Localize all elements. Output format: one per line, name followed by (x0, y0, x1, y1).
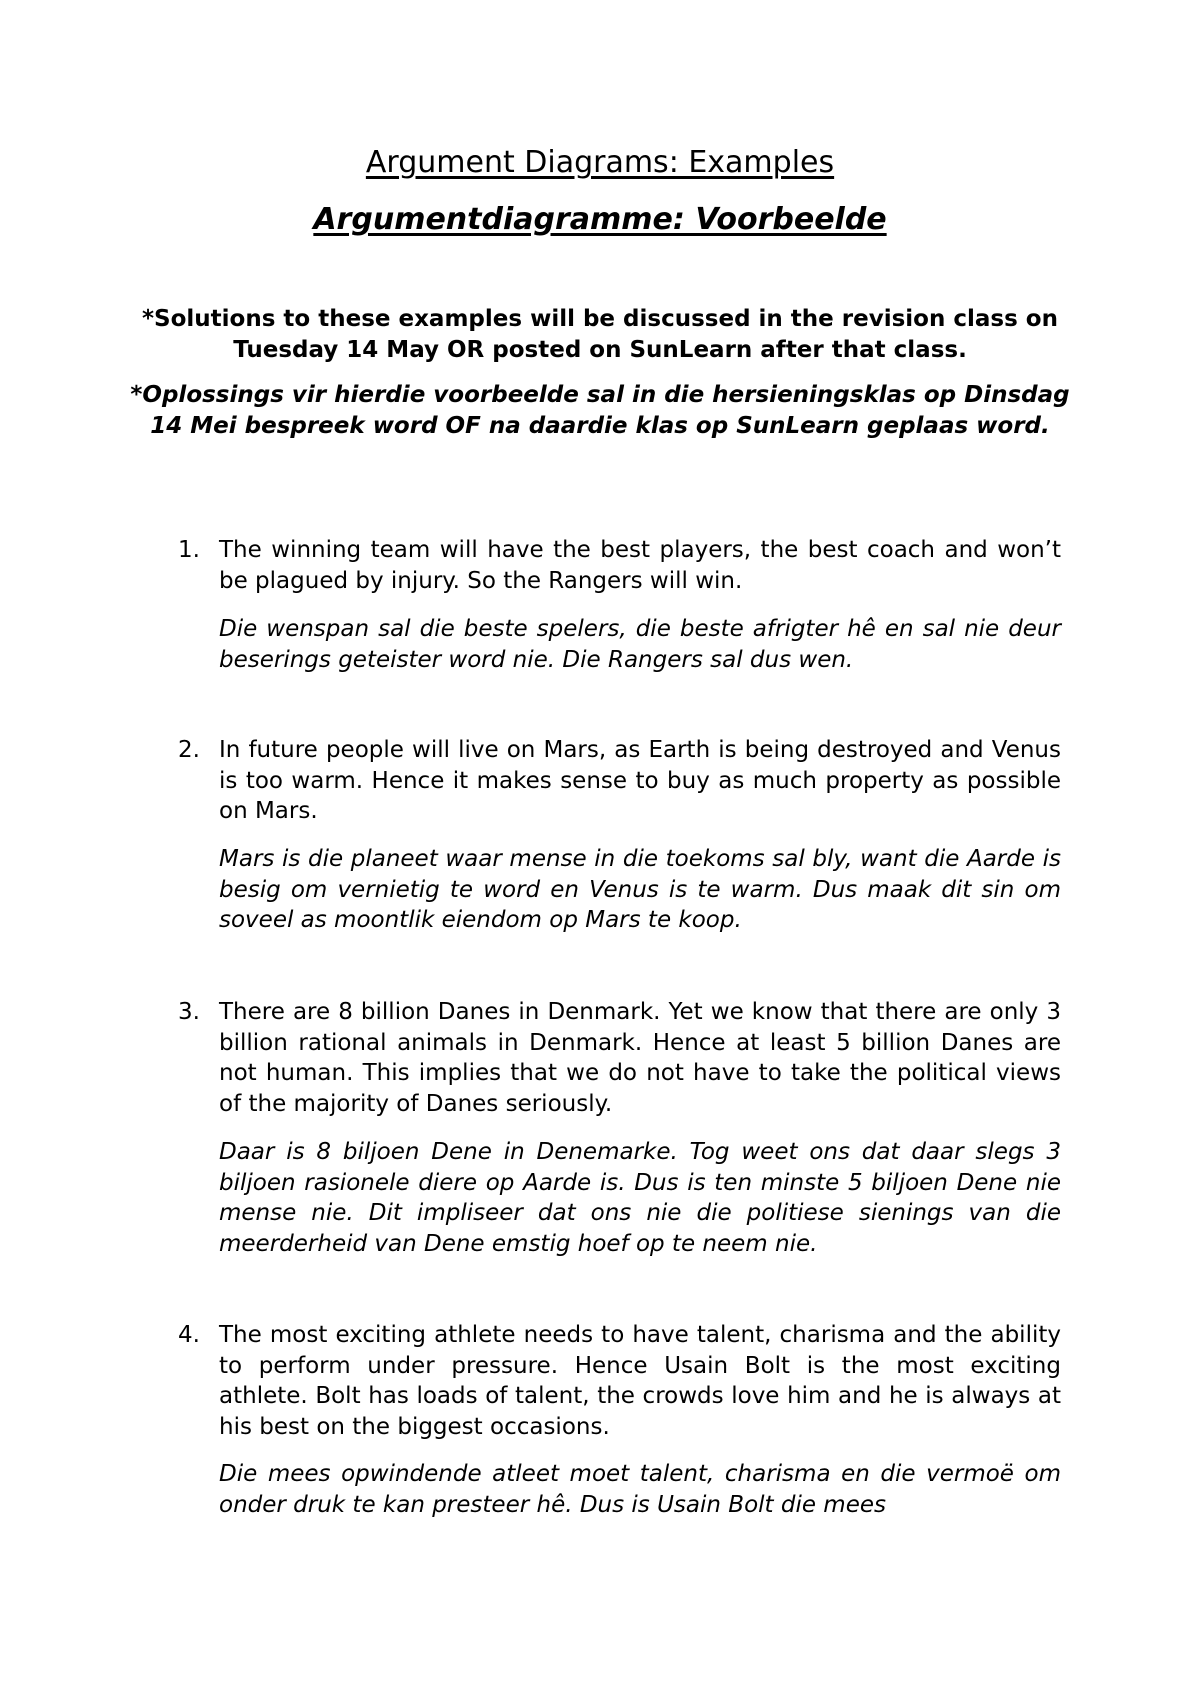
example-number: 1. (178, 537, 200, 563)
example-afrikaans: Mars is die planeet waar mense in die toekoms sal bly, want die Aarde is besig om vernietig te word en Venus is te warm. Dus maak dit sin om soveel as moontlik eiendom op Mars te koop. (219, 846, 1061, 933)
example-afrikaans: Die wenspan sal die beste spelers, die beste afrigter hê en sal nie deur beserings geteister word nie. Die Rangers sal dus wen. (219, 616, 1061, 673)
solutions-note: *Solutions to these examples will be discussed in the revision class on Tuesday 14 May OR posted on SunLearn after that class. (142, 306, 1058, 363)
example-english: The winning team will have the best players, the best coach and won’t be plagued by injury. So the Rangers will win. (219, 537, 1061, 594)
example-number: 2. (178, 737, 200, 763)
page-title: Argument Diagrams: Examples (365, 145, 835, 180)
solutions-note-afrikaans: *Oplossings vir hierdie voorbeelde sal in die hersieningsklas op Dinsdag 14 Mei bespreek word OF na daardie klas op SunLearn geplaas word. (130, 382, 1070, 439)
example-english: In future people will live on Mars, as Earth is being destroyed and Venus is too warm. Hence it makes sense to buy as much property as possible on Mars. (219, 737, 1061, 824)
example-afrikaans: Die mees opwindende atleet moet talent, charisma en die vermoë om onder druk te kan presteer hê. Dus is Usain Bolt die mees (219, 1461, 1061, 1518)
example-number: 4. (178, 1322, 200, 1348)
example-number: 3. (178, 999, 200, 1025)
page-title-afrikaans: Argumentdiagramme: Voorbeelde (313, 202, 887, 237)
example-afrikaans: Daar is 8 biljoen Dene in Denemarke. Tog weet ons dat daar slegs 3 biljoen rasionele diere op Aarde is. Dus is ten minste 5 biljoen Dene nie mense nie. Dit impliseer dat ons nie die politiese sienings van die meerderheid van Dene emstig hoef op te neem nie. (219, 1139, 1061, 1257)
example-english: There are 8 billion Danes in Denmark. Yet we know that there are only 3 billion rational animals in Denmark. Hence at least 5 billion Danes are not human. This implies that we do not have to take the political views of the majority of Danes seriously. (219, 999, 1061, 1117)
example-english: The most exciting athlete needs to have talent, charisma and the ability to perform under pressure. Hence Usain Bolt is the most exciting athlete. Bolt has loads of talent, the crowds love him and he is always at his best on the biggest occasions. (219, 1322, 1061, 1440)
